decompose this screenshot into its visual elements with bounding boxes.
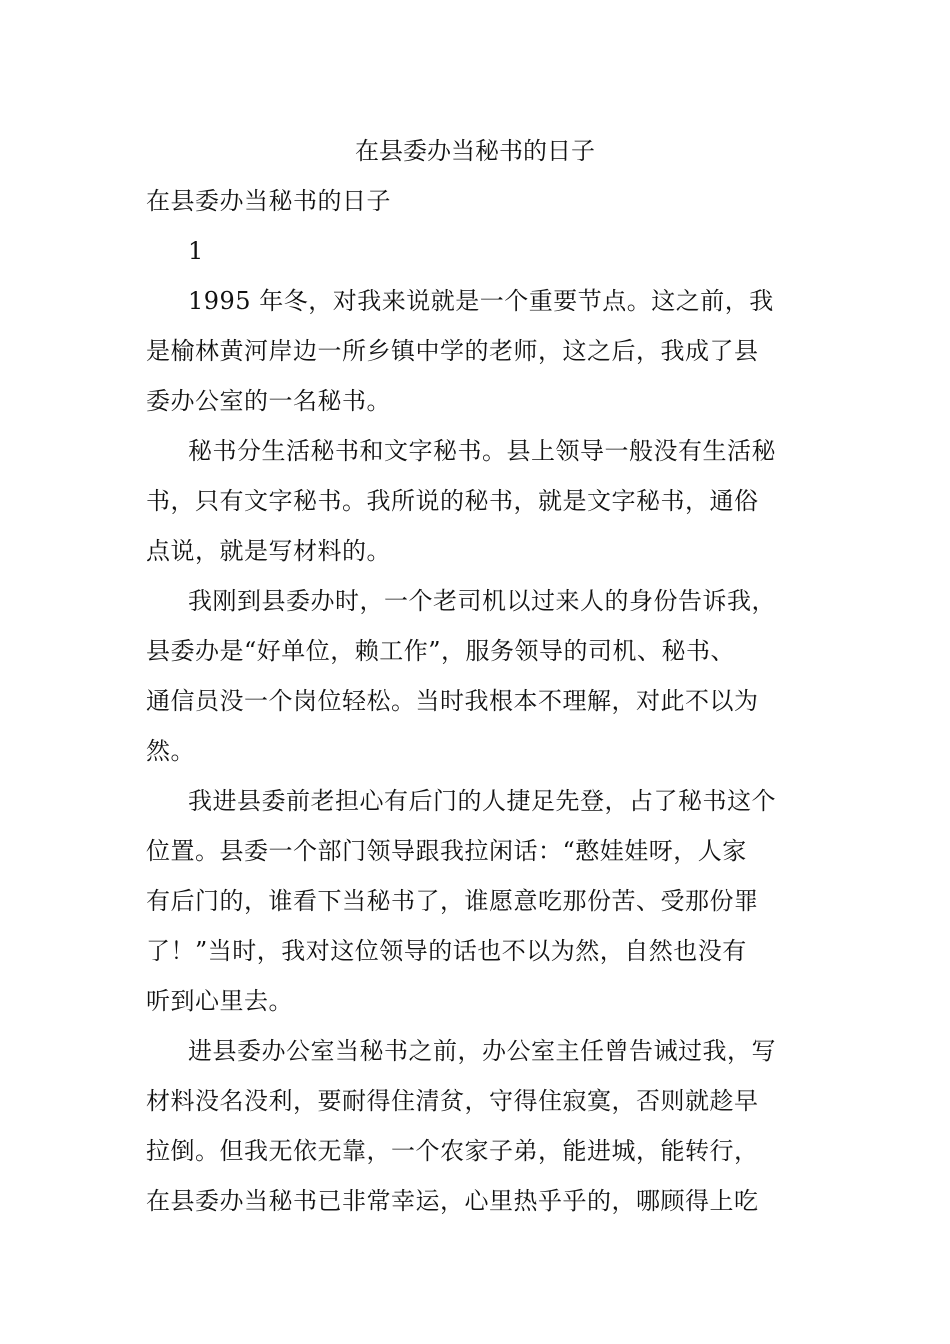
text-line: 是榆林黄河岸边一所乡镇中学的老师，这之后，我成了县 [146,337,759,365]
text-line: 点说，就是写材料的。 [146,537,391,565]
text-line: 我进县委前老担心有后门的人捷足先登，占了秘书这个 [188,787,776,815]
text-line: 在县委办当秘书已非常幸运，心里热乎乎的，哪顾得上吃 [146,1187,759,1215]
text-line: 秘书分生活秘书和文字秘书。县上领导一般没有生活秘 [188,437,776,465]
text-line: 有后门的，谁看下当秘书了，谁愿意吃那份苦、受那份罪 [146,887,759,915]
subtitle-line: 在县委办当秘书的日子 [146,187,391,215]
text-line: 听到心里去。 [146,987,293,1015]
text-line: 县委办是“好单位，赖工作”，服务领导的司机、秘书、 [146,637,736,665]
text-line: 了！”当时，我对这位领导的话也不以为然，自然也没有 [146,937,747,965]
text-line: 我刚到县委办时，一个老司机以过来人的身份告诉我， [188,587,776,615]
text-line: 通信员没一个岗位轻松。当时我根本不理解，对此不以为 [146,687,759,715]
text-line: 位置。县委一个部门领导跟我拉闲话：“憨娃娃呀，人家 [146,837,747,865]
text-line: 材料没名没利，要耐得住清贫，守得住寂寞，否则就趁早 [146,1087,759,1115]
text-line: 1 [188,237,204,265]
page-title: 在县委办当秘书的日子 [355,137,595,165]
text-line: 委办公室的一名秘书。 [146,387,391,415]
text-line: 进县委办公室当秘书之前，办公室主任曾告诫过我，写 [188,1037,776,1065]
document-body [146,184,806,1234]
text-line: 1995 年冬，对我来说就是一个重要节点。这之前，我 [188,287,774,315]
text-line: 书，只有文字秘书。我所说的秘书，就是文字秘书，通俗 [146,487,759,515]
text-line: 然。 [146,737,195,765]
text-line: 拉倒。但我无依无靠，一个农家子弟，能进城，能转行， [146,1137,759,1165]
